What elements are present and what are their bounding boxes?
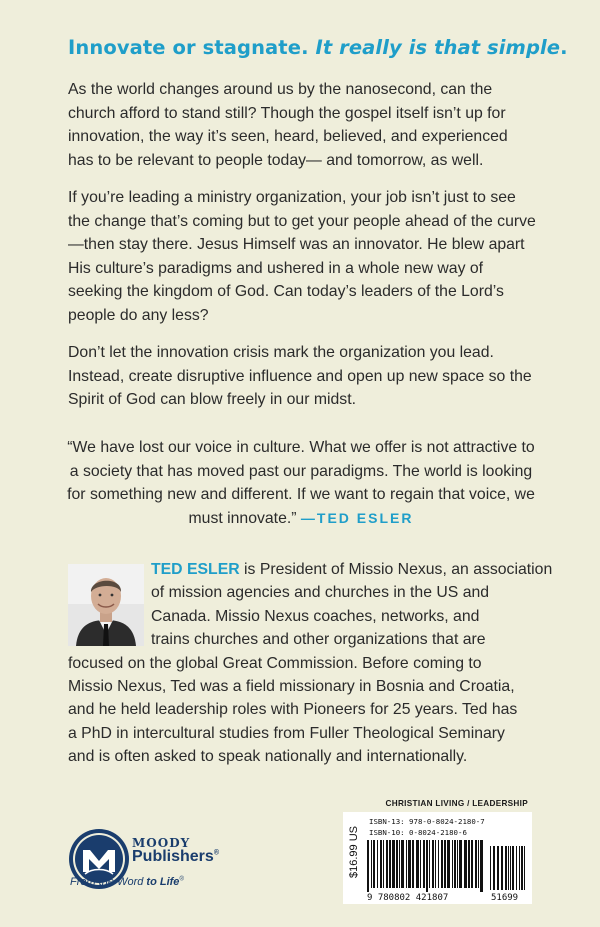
bio-line-1: TED ESLER is President of Missio Nexus, an association (151, 561, 553, 578)
paragraph-3: Don’t let the innovation crisis mark the organization you lead. Instead, create disruptive influence and open up new space so the Spirit of God can blow freely in our midst. (68, 344, 532, 408)
publisher-publishers: Publishers® (132, 848, 219, 865)
publisher-name (132, 836, 219, 866)
barcode-graphic (343, 812, 532, 904)
paragraph-1: As the world changes around us by the nanosecond, can the church afford to stand still? Though the gospel itself isn’t up for innovation, the way it’s seen, heard, believed, and experienced has to be relevant to people today— and tomorrow, as well. (68, 81, 508, 169)
category-label: CHRISTIAN LIVING / LEADERSHIP (385, 799, 528, 808)
quote-text: “We have lost our voice in culture. What we offer is not attractive to a society that has moved past our paradigms. The world is looking for something new and different. If we want to regain that voice, we must innovate.” (67, 439, 535, 527)
endorsement-quote (62, 436, 540, 530)
isbn13-label: ISBN-13: 978-0-8024-2180-7 (369, 817, 485, 826)
publisher-tagline: From the Word to Life® (70, 876, 184, 888)
bio-line-8: a PhD in intercultural studies from Fuller Theological Seminary (68, 724, 505, 742)
bio-line-2: of mission agencies and churches in the US and (151, 584, 490, 602)
ean-digits: 9 780802 421807 (367, 893, 449, 903)
description (68, 78, 536, 426)
headline-sep: . (301, 36, 316, 59)
bio-line-9: and is often asked to speak nationally and internationally. (68, 748, 468, 766)
quote-attribution: —TED ESLER (300, 509, 414, 526)
author-bio (68, 558, 553, 769)
paragraph-2: If you’re leading a ministry organization, your job isn’t just to see the change that’s coming but to get your people ahead of the curve—then stay there. Jesus Himself was an innovator. He blew apart His culture’s paradigms and ushered in a whole new way of seeking the kingdom of God. Can today’s leaders of the Lord’s people do any less? (68, 189, 536, 324)
bio-line-6: Missio Nexus, Ted was a field missionary in Bosnia and Croatia, (68, 678, 515, 696)
publisher-moody: MOODY (132, 836, 191, 850)
bio-line-4: trains churches and other organizations that are (151, 631, 486, 649)
author-name: TED ESLER (151, 561, 240, 578)
addon-digits: 51699 (491, 893, 519, 903)
bio-line-3: Canada. Missio Nexus coaches, networks, and (151, 607, 480, 625)
price-label: $16.99 US (348, 826, 360, 878)
headline (68, 36, 568, 59)
isbn10-label: ISBN-10: 0-8024-2180-6 (369, 828, 467, 837)
bio-line-7: and he held leadership roles with Pioneers for 25 years. Ted has (68, 701, 518, 719)
bio-line-5: focused on the global Great Commission. Before coming to (68, 654, 482, 672)
headline-part1: Innovate or stagnate (68, 36, 302, 59)
headline-end: . (560, 36, 568, 59)
headline-part2: It really is that simple (315, 36, 561, 59)
barcode-bars (367, 840, 525, 892)
barcode-box (343, 812, 532, 904)
